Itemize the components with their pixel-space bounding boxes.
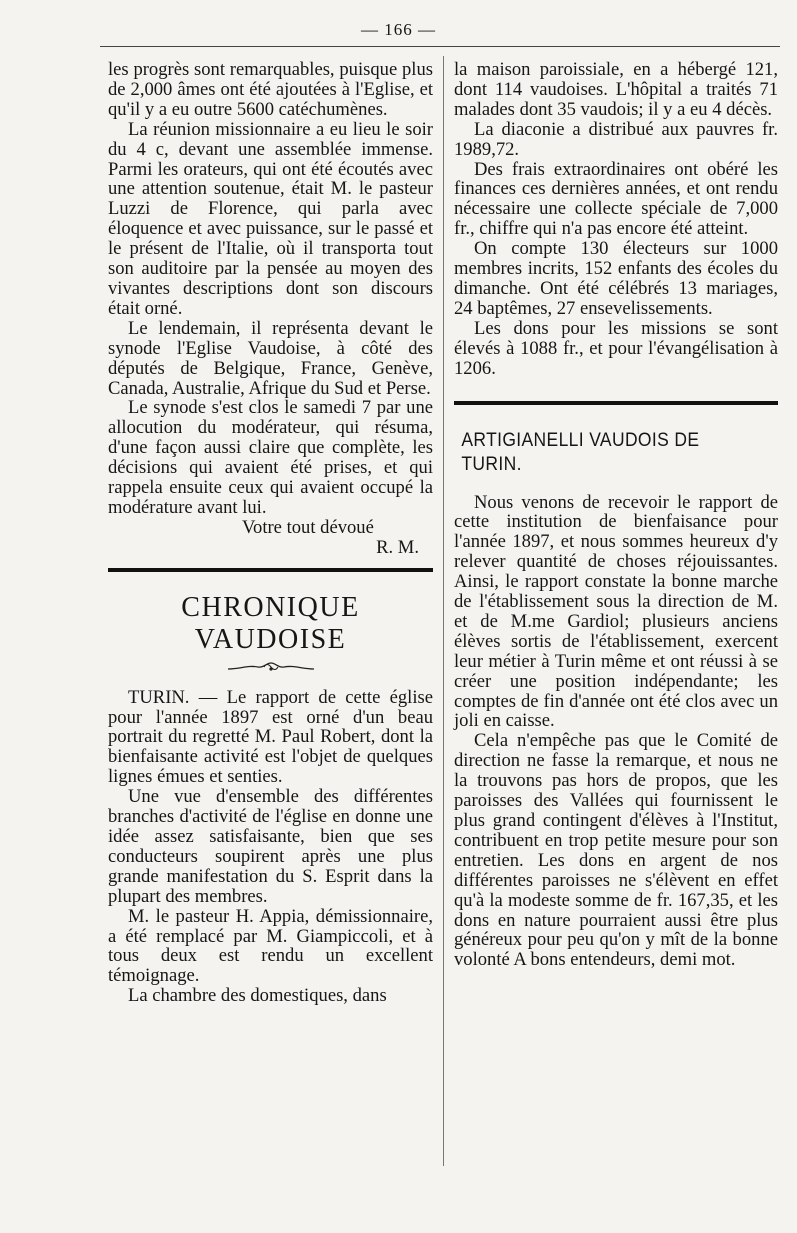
section-rule <box>108 568 433 572</box>
paragraph: La diaconie a distribué aux pauvres fr. 1989,72. <box>454 118 778 160</box>
paragraph: les progrès sont remarquables, puisque plus de 2,000 âmes ont été ajoutées à l'Eglise, et qu'il y a eu outre 5600 catéchumènes. <box>108 59 433 120</box>
paragraph: Des frais extraordinaires ont obéré les finances ces dernières années, et ont rendu nécessaire une collecte spéciale de 7,000 fr., chiffre qui n'a pas encore été atteint. <box>454 158 778 240</box>
left-bottom-text <box>108 688 433 1007</box>
paragraph: Cela n'empêche pas que le Comité de direction ne fasse la remarque, et nous ne la trouvons pas hors de propos, que les paroisses des Vallées qui fournissent le plus grand contingent d'élèves à l'Institut, contribuent en trop petite mesure pour son entretien. Les dons en argent de nos différentes paroisses ne s'élèvent en effet qu'à la modeste somme de fr. 167,35, et les dons en nature pourraient aussi être plus généreux pour peu qu'on y mît de la bonne volonté A bons entendeurs, demi mot. <box>454 730 778 971</box>
column-divider <box>443 56 444 1166</box>
paragraph: La chambre des domestiques, dans <box>128 985 387 1007</box>
paragraph: La réunion missionnaire a eu lieu le soir du 4 c, devant une assemblée immense. Parmi les orateurs, qui ont été écoutés avec une attention soutenue, était M. le pasteur Luzzi de Florence, qui parla avec éloquence et avec puissance, sur le passé et le présent de l'Italie, où il transporta tout son auditoire par la pensée au moyen des vivantes descriptions dont son discours était orné. <box>108 118 433 319</box>
paragraph: M. le pasteur H. Appia, démissionnaire, a été remplacé par M. Giampiccoli, et à tous deux est rendu un excellent témoignage. <box>108 905 433 987</box>
right-top-text <box>454 60 778 379</box>
section-title-artigianelli: ARTIGIANELLI VAUDOIS DE TURIN. <box>461 429 700 475</box>
paragraph: la maison paroissiale, en a hébergé 121, dont 114 vaudoises. L'hôpital a traités 71 malades dont 35 vaudois; il y a eu 4 décès. <box>454 59 778 120</box>
paragraph: Les dons pour les missions se sont élevés à 1088 fr., et pour l'évangélisation à 1206. <box>454 317 778 379</box>
left-top-text <box>108 60 433 518</box>
paragraph: Le lendemain, il représenta devant le synode l'Eglise Vaudoise, à côté des députés de Belgique, France, Genève, Canada, Australie, Afrique du Sud et Perse. <box>108 317 433 399</box>
paragraph: Le synode s'est clos le samedi 7 par une allocution du modérateur, qui résuma, d'une façon aussi claire que complète, les décisions qui avaient été prises, et qui rappela ensuite ceux qui avaient occupé la modérature avant lui. <box>108 397 433 518</box>
paragraph: TURIN. — Le rapport de cette église pour l'année 1897 est orné d'un beau portrait du regretté M. Paul Robert, dont la bienfaisante activité est l'objet de quelques lignes émues et senties. <box>108 686 433 788</box>
section-rule <box>454 401 778 405</box>
right-column <box>454 60 778 970</box>
section-title-chronique: CHRONIQUE VAUDOISE <box>181 591 360 655</box>
letter-signoff: Votre tout dévoué <box>242 516 374 538</box>
paragraph: On compte 130 électeurs sur 1000 membres incrits, 152 enfants des écoles du dimanche. Ont été célébrés 13 mariages, 24 baptêmes, 27 ensevelissements. <box>454 238 778 319</box>
spacer <box>454 477 778 493</box>
header-rule <box>100 46 780 47</box>
paragraph: Nous venons de recevoir le rapport de cette institution de bienfaisance pour l'année 1897, et nous sommes heureux d'y relever quantité de choses réjouissantes. Ainsi, le rapport constate la bonne marche de l'établissement sous la direction de M. et de M.me Gardiol; plusieurs anciens élèves sortis de l'établissement, exercent leur métier à Turin même et ont réussi à se créer une position indépendante; les comptes de fin d'année ont été clos avec un joli en caisse. <box>454 491 778 732</box>
paragraph: Une vue d'ensemble des différentes branches d'activité de l'église en donne une idée assez satisfaisante, bien que ses conducteurs soupirent après une plus grande manifestation du S. Esprit dans la plupart des membres. <box>108 786 433 907</box>
flourish-ornament-icon <box>226 660 316 674</box>
page-number: — 166 — <box>361 20 436 39</box>
left-column <box>108 60 433 1006</box>
letter-initials: R. M. <box>376 536 419 558</box>
right-bottom-text <box>454 493 778 971</box>
